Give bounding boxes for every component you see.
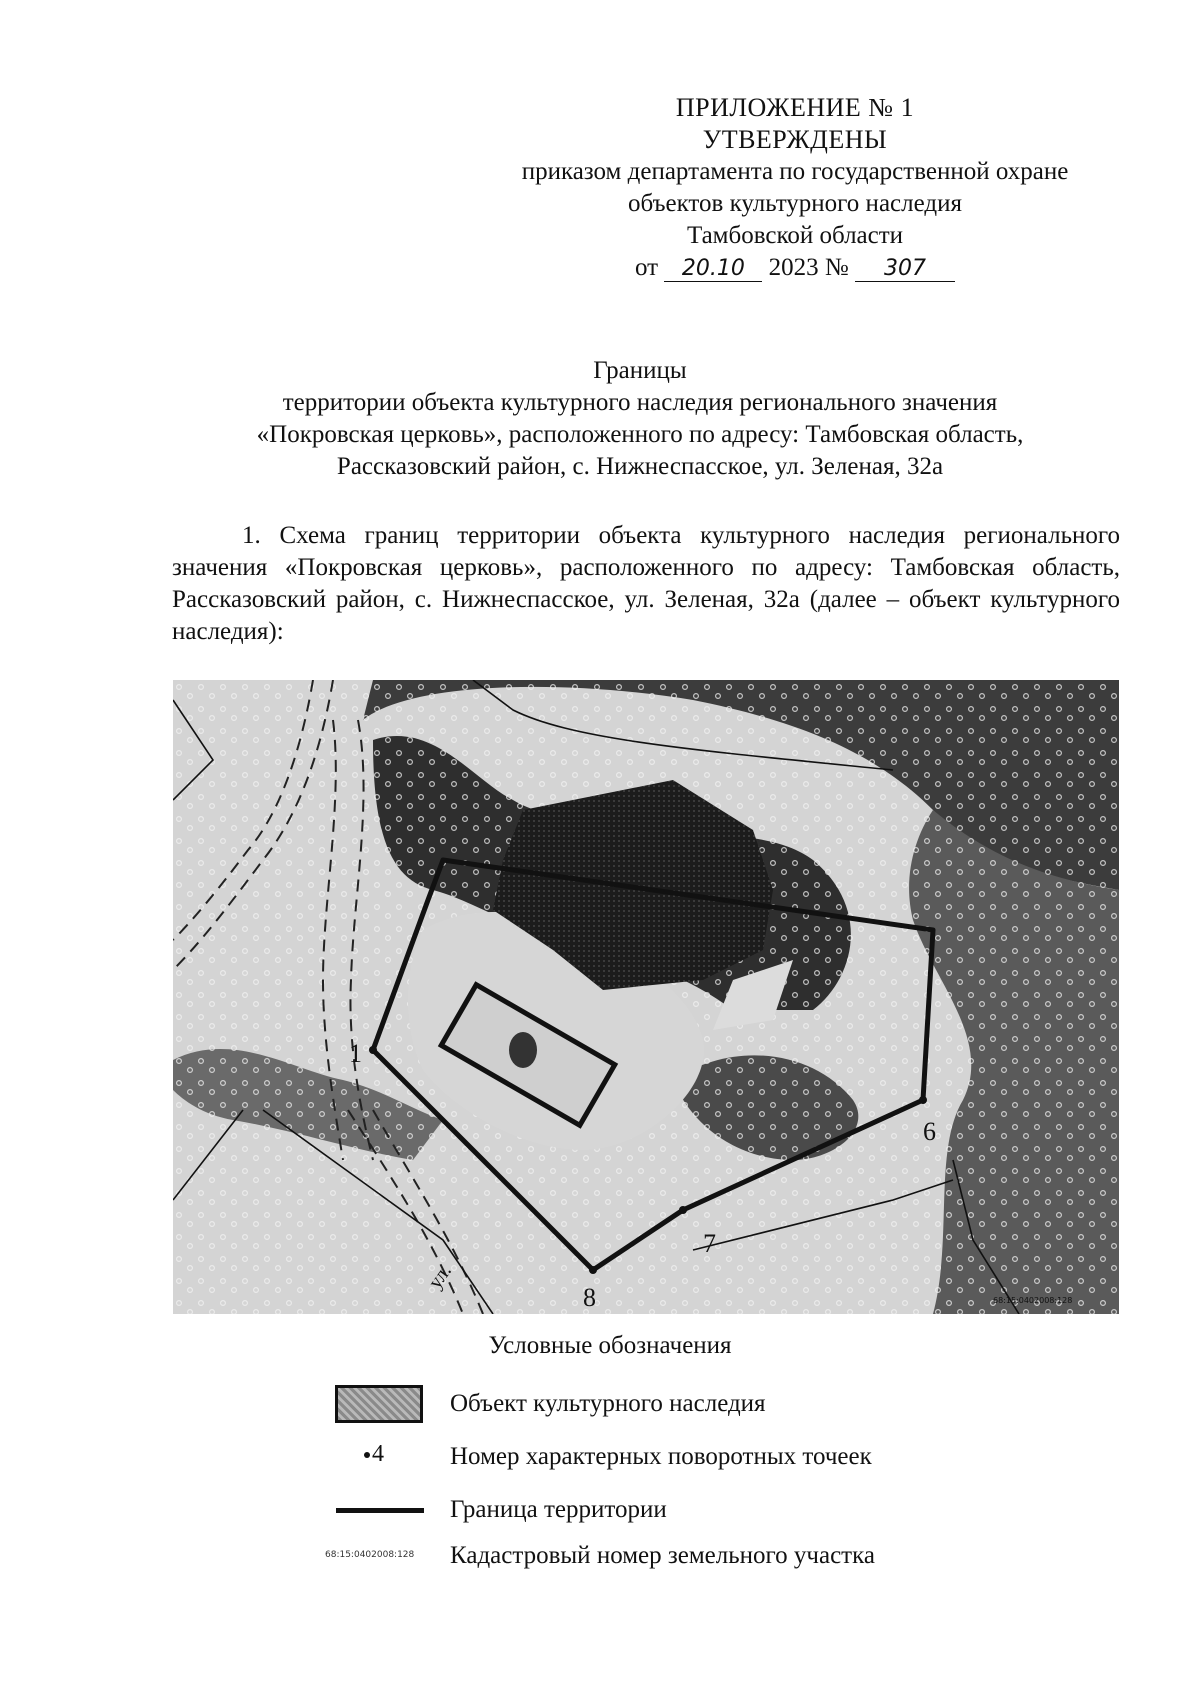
legend-title: Условные обозначения (488, 1332, 732, 1359)
heading-title: Границы (593, 357, 687, 384)
legend-symbol-cadastral: 68:15:0402008:128 (325, 1550, 415, 1560)
approved-caption: УТВЕРЖДЕНЫ (702, 125, 888, 154)
approval-date-line (470, 252, 1120, 284)
handwritten-number: 307 (855, 257, 955, 282)
approval-line-region: Тамбовской области (686, 222, 904, 249)
point-label-7: 7 (703, 1229, 716, 1258)
approval-block (470, 92, 1120, 284)
map-cadastral-label: 68:15:0402008:128 (993, 1296, 1073, 1305)
legend-label-cadastral: Кадастровый номер земельного участка (450, 1542, 875, 1569)
legend-symbol-point (364, 1438, 384, 1470)
legend-swatch-heritage (335, 1385, 423, 1423)
map-drawing (173, 680, 1119, 1314)
approval-line-objects: объектов культурного наследия (628, 190, 962, 217)
point-label-1: 1 (349, 1039, 362, 1068)
heading-line-3: «Покровская церковь», расположенного по адресу: Тамбовская область, (256, 421, 1024, 448)
heading-line-4: Рассказовский район, с. Нижнеспасское, ул. Зеленая, 32а (336, 453, 944, 480)
point-label-6: 6 (923, 1117, 936, 1146)
legend-label-points: Номер характерных поворотных точеек (450, 1443, 872, 1470)
legend-symbol-line (336, 1508, 424, 1513)
legend-label-boundary: Граница территории (450, 1496, 667, 1523)
appendix-number: ПРИЛОЖЕНИЕ № 1 (675, 93, 915, 122)
legend-point-number: 4 (372, 1441, 384, 1467)
legend-label-heritage: Объект культурного наследия (450, 1390, 766, 1417)
scheme-paragraph: 1. Схема границ территории объекта культурного наследия регионального значения «Покровская церковь», расположенного по адресу: Тамбовская область, Рассказовский район, с. Нижнеспасское, ул. Зеленая, 32а (далее – объект культурного наследия): (172, 522, 1120, 645)
heading-line-2: территории объекта культурного наследия регионального значения (282, 389, 998, 416)
street-label: ул. (424, 1260, 456, 1293)
document-heading (170, 355, 1110, 483)
approval-line-order: приказом департамента по государственной охране (521, 158, 1069, 185)
year: 2023 (768, 254, 819, 281)
from-label: от (635, 254, 659, 281)
boundary-map (173, 680, 1119, 1314)
point-label-8: 8 (583, 1283, 596, 1312)
number-label: № (824, 254, 849, 281)
handwritten-date: 20.10 (664, 257, 762, 282)
